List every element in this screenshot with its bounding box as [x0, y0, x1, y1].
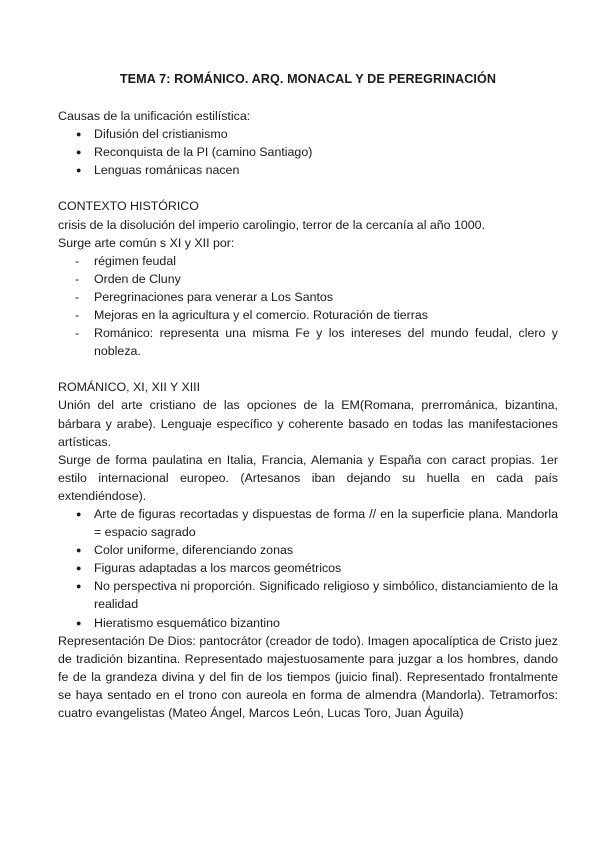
list-item: ● Color uniforme, diferenciando zonas [58, 541, 558, 559]
list-item: - Románico: representa una misma Fe y los intereses del mundo feudal, clero y nobleza. [58, 324, 558, 360]
document-page [58, 70, 558, 722]
contexto-line1: crisis de la disolución del imperio carolingio, terror de la cercanía al año 1000. [58, 217, 486, 232]
romanico-para2: Surge de forma paulatina en Italia, Francia, Alemania y España con caract propias. 1er estilo internacional europeo. (Artesanos iban dejando su huella en cada país extendiéndose). [58, 452, 558, 503]
list-item: ● Hieratismo esquemático bizantino [58, 614, 558, 632]
list-item: - Orden de Cluny [58, 270, 558, 288]
contexto-list [58, 252, 558, 361]
list-item: ● Lenguas románicas nacen [58, 161, 558, 179]
list-item: ● Difusión del cristianismo [58, 125, 558, 143]
contexto-heading: CONTEXTO HISTÓRICO [58, 199, 199, 214]
romanico-para1: Unión del arte cristiano de las opciones de la EM(Romana, prerrománica, bizantina, bárbara y arabe). Lenguaje específico y coherente basado en todas las manifestaciones artísticas. [58, 398, 558, 449]
list-item: ● Figuras adaptadas a los marcos geométricos [58, 559, 558, 577]
list-item: - Mejoras en la agricultura y el comercio. Roturación de tierras [58, 306, 558, 324]
romanico-list [58, 505, 558, 632]
list-item: ● No perspectiva ni proporción. Significado religioso y simbólico, distanciamiento de la realidad [58, 577, 558, 613]
list-item: - Peregrinaciones para venerar a Los Santos [58, 288, 558, 306]
list-item: ● Reconquista de la PI (camino Santiago) [58, 143, 558, 161]
list-item: ● Arte de figuras recortadas y dispuestas de forma // en la superficie plana. Mandorla = espacio sagrado [58, 505, 558, 541]
causas-list [58, 125, 558, 179]
romanico-para3: Representación De Dios: pantocrátor (creador de todo). Imagen apocalíptica de Cristo juez de tradición bizantina. Representado majestuosamente para juzgar a los hombres, dando fe de la grandeza divina y del fin de los tiempos (juicio final). Representado frontalmente se haya sentado en el trono con aureola en forma de almendra (Mandorla). Tetramorfos: cuatro evangelistas (Mateo Ángel, Marcos León, Lucas Toro, Juan Águila) [58, 633, 558, 720]
list-item: - régimen feudal [58, 252, 558, 270]
page-title: TEMA 7: ROMÁNICO. ARQ. MONACAL Y DE PEREGRINACIÓN [119, 72, 497, 86]
spacer [58, 360, 558, 378]
causas-intro: Causas de la unificación estilística: [58, 109, 251, 124]
spacer [58, 179, 558, 197]
romanico-heading: ROMÁNICO, XI, XII Y XIII [58, 380, 201, 395]
contexto-line2: Surge arte común s XI y XII por: [58, 235, 235, 250]
